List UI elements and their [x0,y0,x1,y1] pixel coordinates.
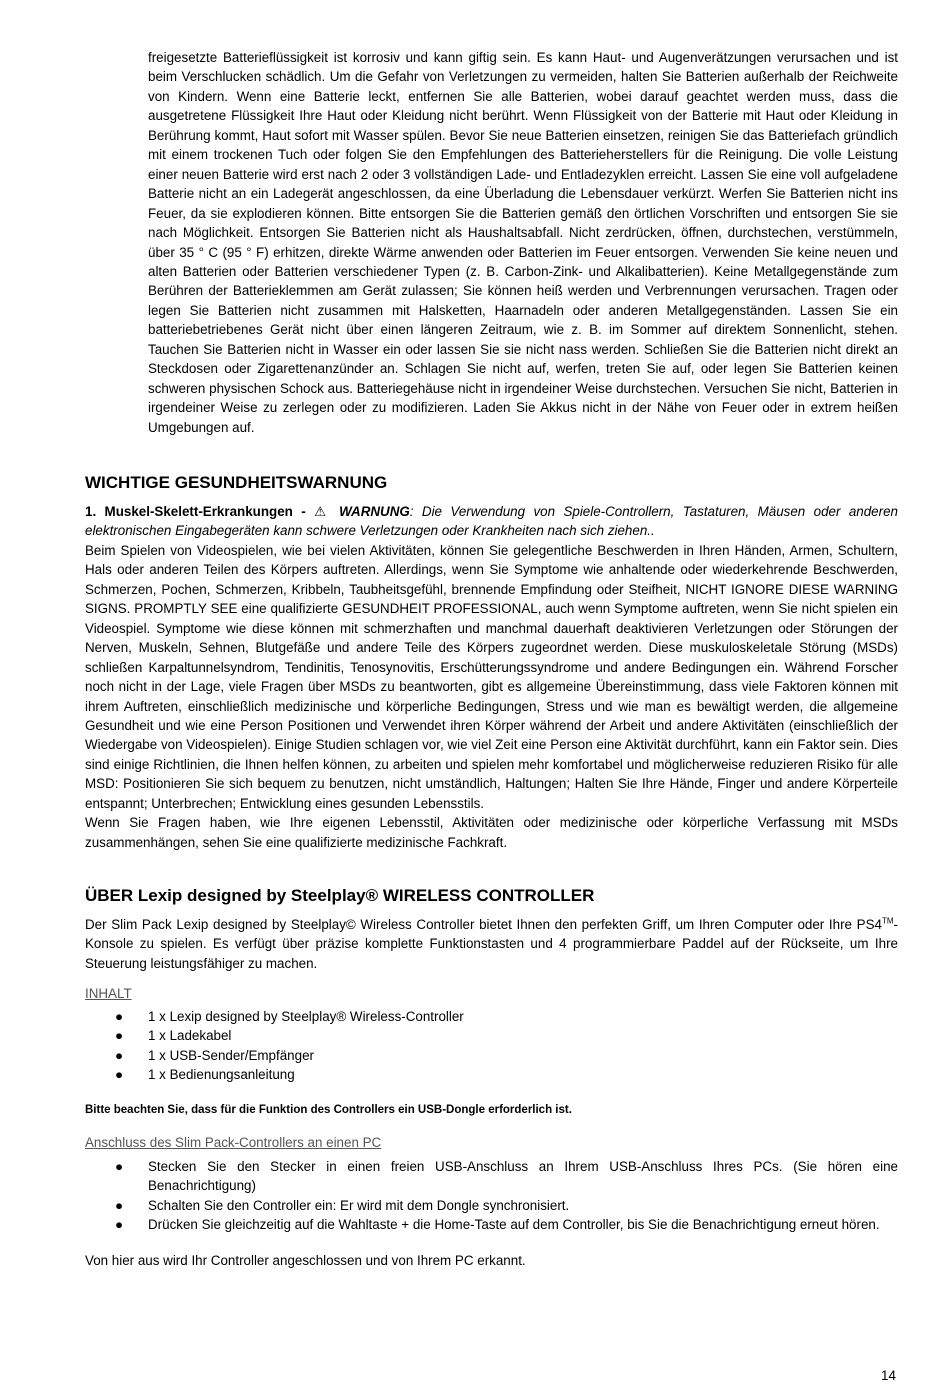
bullet-icon: ● [115,1009,124,1024]
about-intro-part-2: -Konsole zu spielen. Es verfügt über präzise komplette Funktionstasten und 4 programmierbare Paddel auf der Rückseite, um Ihre Steuerung leistungsfähiger zu machen. [85,917,898,971]
bullet-icon: ● [115,1067,124,1083]
about-intro-paragraph [85,915,898,973]
step-text: Schalten Sie den Controller ein: Er wird mit dem Dongle synchronisiert. [148,1197,570,1213]
health-closing-paragraph: Wenn Sie Fragen haben, wie Ihre eigenen Lebensstil, Aktivitäten oder medizinische oder körperliche Verfassung mit MSDs zusammenhängen, sehen Sie eine qualifizierte medizinische Fachkraft. [85,815,898,850]
bullet-icon: ● [115,1217,124,1233]
contents-title: INHALT [85,986,132,1001]
list-item [85,1065,898,1084]
bullet-icon: ● [115,1028,124,1044]
warning-word: WARNUNG [339,504,410,519]
step-text: Stecken Sie den Stecker in einen freien USB-Anschluss an Ihrem USB-Anschluss Ihres PCs. (Sie hören eine Benachrichtigung) [148,1159,898,1194]
list-item [85,1046,898,1065]
bullet-icon: ● [115,1197,124,1213]
health-warning-section [85,502,898,852]
list-item [85,1007,898,1026]
list-item-text: 1 x Lexip designed by Steelplay® Wireless-Controller [148,1009,464,1024]
list-item [85,1196,898,1215]
bullet-icon: ● [115,1159,124,1174]
step-text: Drücken Sie gleichzeitig auf die Wahltaste + die Home-Taste auf dem Controller, bis Sie die Benachrichtigung erneut hören. [148,1217,880,1233]
warning-paragraph [85,502,898,541]
list-item-text: 1 x Bedienungsanleitung [148,1067,295,1083]
warning-item-label: 1. Muskel-Skelett-Erkrankungen - [85,504,306,519]
warning-icon: ⚠ [314,504,331,519]
connection-title: Anschluss des Slim Pack-Controllers an einen PC [85,1135,382,1150]
list-item-text: 1 x USB-Sender/Empfänger [148,1047,314,1063]
dongle-note: Bitte beachten Sie, dass für die Funktion des Controllers ein USB-Dongle erforderlich ist. [85,1104,572,1116]
about-controller-heading: ÜBER Lexip designed by Steelplay® WIRELESS CONTROLLER [85,886,595,905]
health-warning-heading: WICHTIGE GESUNDHEITSWARNUNG [85,473,388,492]
about-section [85,915,898,973]
page-number: 14 [881,1368,896,1383]
battery-safety-paragraph: freigesetzte Batterieflüssigkeit ist korrosiv und kann giftig sein. Es kann Haut- und Augenverätzungen verursachen und ist beim Verschlucken schädlich. Um die Gefahr von Verletzungen zu vermeiden, halten Sie Batterien außerhalb der Reichweite von Kindern. Wenn eine Batterie leckt, entfernen Sie alle Batterien, wobei darauf geachtet werden muss, dass die ausgetretene Flüssigkeit Ihre Haut oder Kleidung nicht berührt. Wenn Flüssigkeit von der Batterie mit Haut oder Kleidung in Berührung kommt, Haut sofort mit Wasser spülen. Bevor Sie neue Batterien einsetzen, reinigen Sie das Batteriefach gründlich mit einem trockenen Tuch oder folgen Sie den Empfehlungen des Batterieherstellers für die Reinigung. Die volle Leistung einer neuen Batterie wird erst nach 2 oder 3 vollständigen Lade- und Entladezyklen erreicht. Lassen Sie eine voll aufgeladene Batterie nicht an ein Ladegerät angeschlossen, da eine Überladung die Lebensdauer verkürzt. Werfen Sie Batterien nicht ins Feuer, da sie explodieren können. Bitte entsorgen Sie die Batterien gemäß den örtlichen Vorschriften und entsorgen Sie sie nach Möglichkeit. Entsorgen Sie Batterien nicht als Haushaltsabfall. Nicht zerdrücken, öffnen, durchstechen, verstümmeln, über 35 ° C (95 ° F) erhitzen, direkte Wärme anwenden oder Batterien im Feuer entsorgen. Verwenden Sie keine neuen und alten Batterien oder Batterien verschiedener Typen (z. B. Carbon-Zink- und Alkalibatterien). Keine Metallgegenstände zum Berühren der Batterieklemmen am Gerät zulassen; Sie können heiß werden und Verbrennungen verursachen. Tragen oder legen Sie Batterien nicht zusammen mit Halsketten, Haarnadeln oder anderen Metallgegenständen. Lassen Sie ein batteriebetriebenes Gerät nicht über einen längeren Zeitraum, wie z. B. im Sommer auf direktem Sonnenlicht, stehen. Tauchen Sie Batterien nicht in Wasser ein oder lassen Sie sie nicht nass werden. Schließen Sie die Batterien nicht direkt an Steckdosen oder Zigarettenanzünder an. Schlagen Sie nicht auf, werfen, treten Sie auf, oder legen Sie Batterien keinen schweren physischen Schock aus. Batteriegehäuse nicht in irgendeiner Weise durchstechen. Versuchen Sie nicht, Batterien in irgendeiner Weise zu zerlegen oder zu modifizieren. Laden Sie Akkus nicht in der Nähe von Feuer oder in extrem heißen Umgebungen auf. [148,50,898,435]
list-item [85,1215,898,1234]
connection-steps-list [85,1157,898,1235]
health-body-paragraph: Beim Spielen von Videospielen, wie bei vielen Aktivitäten, können Sie gelegentliche Beschwerden in Ihren Händen, Armen, Schultern, Hals oder anderen Teilen des Körpers auftreten. Allerdings, wenn Sie Symptome wie anhaltende oder wiederkehrende Beschwerden, Schmerzen, Pochen, Schmerzen, Kribbeln, Taubheitsgefühl, brennende Empfindung oder Steifheit, NICHT IGNORE DIESE WARNING SIGNS. PROMPTLY SEE eine qualifizierte GESUNDHEIT PROFESSIONAL, auch wenn Symptome auftreten, wenn Sie nicht spielen ein Videospiel. Symptome wie diese können mit schmerzhaften und manchmal dauerhaft deaktivieren Verletzungen oder Störungen der Nerven, Muskeln, Sehnen, Blutgefäße und andere Teile des Körpers zugeordnet werden. Diese muskuloskeletale Störung (MSDs) schließen Karpaltunnelsyndrom, Tendinitis, Tenosynovitis, Erschütterungssyndrome und andere Bedingungen ein. Während Forscher noch nicht in der Lage, viele Fragen über MSDs zu beantworten, gibt es allgemeine Übereinstimmung, dass viele Faktoren können mit ihrem Auftreten, einschließlich medizinische und körperliche Bedingungen, Stress und wie man es bewältigt werden, die allgemeine Gesundheit und wie eine Person Positionen und Verwendet ihren Körper während der Arbeit und andere Aktivitäten (einschließlich der Wiedergabe von Videospielen). Einige Studien schlagen vor, wie viel Zeit eine Person eine Aktivität durchführt, kann ein Faktor sein. Dies sind einige Richtlinien, die Ihnen helfen können, zu arbeiten und spielen mehr komfortabel und möglicherweise reduzieren Risiko für alle MSD: Positionieren Sie sich bequem zu benutzen, nicht umständlich, Haltungen; Halten Sie Ihre Hände, Finger und andere Körperteile entspannt; Unterbrechen; Entwicklung eines gesunden Lebensstils. [85,542,898,811]
trademark-superscript: TM [881,916,894,926]
warning-text: : Die Verwendung von Spiele-Controllern, Tastaturen, Mäusen oder anderen elektronischen Eingabegeräten kann schwere Verletzungen oder Krankheiten nach sich ziehen.. [85,504,898,539]
about-intro-part-1: Der Slim Pack Lexip designed by Steelplay© Wireless Controller bietet Ihnen den perfekten Griff, um Ihren Computer oder Ihre PS4 [85,917,882,932]
contents-list [85,1007,898,1085]
bullet-icon: ● [115,1047,124,1063]
list-item [85,1157,898,1196]
connection-final-text: Von hier aus wird Ihr Controller angeschlossen und von Ihrem PC erkannt. [85,1253,526,1268]
list-item-text: 1 x Ladekabel [148,1028,232,1044]
list-item [85,1026,898,1045]
